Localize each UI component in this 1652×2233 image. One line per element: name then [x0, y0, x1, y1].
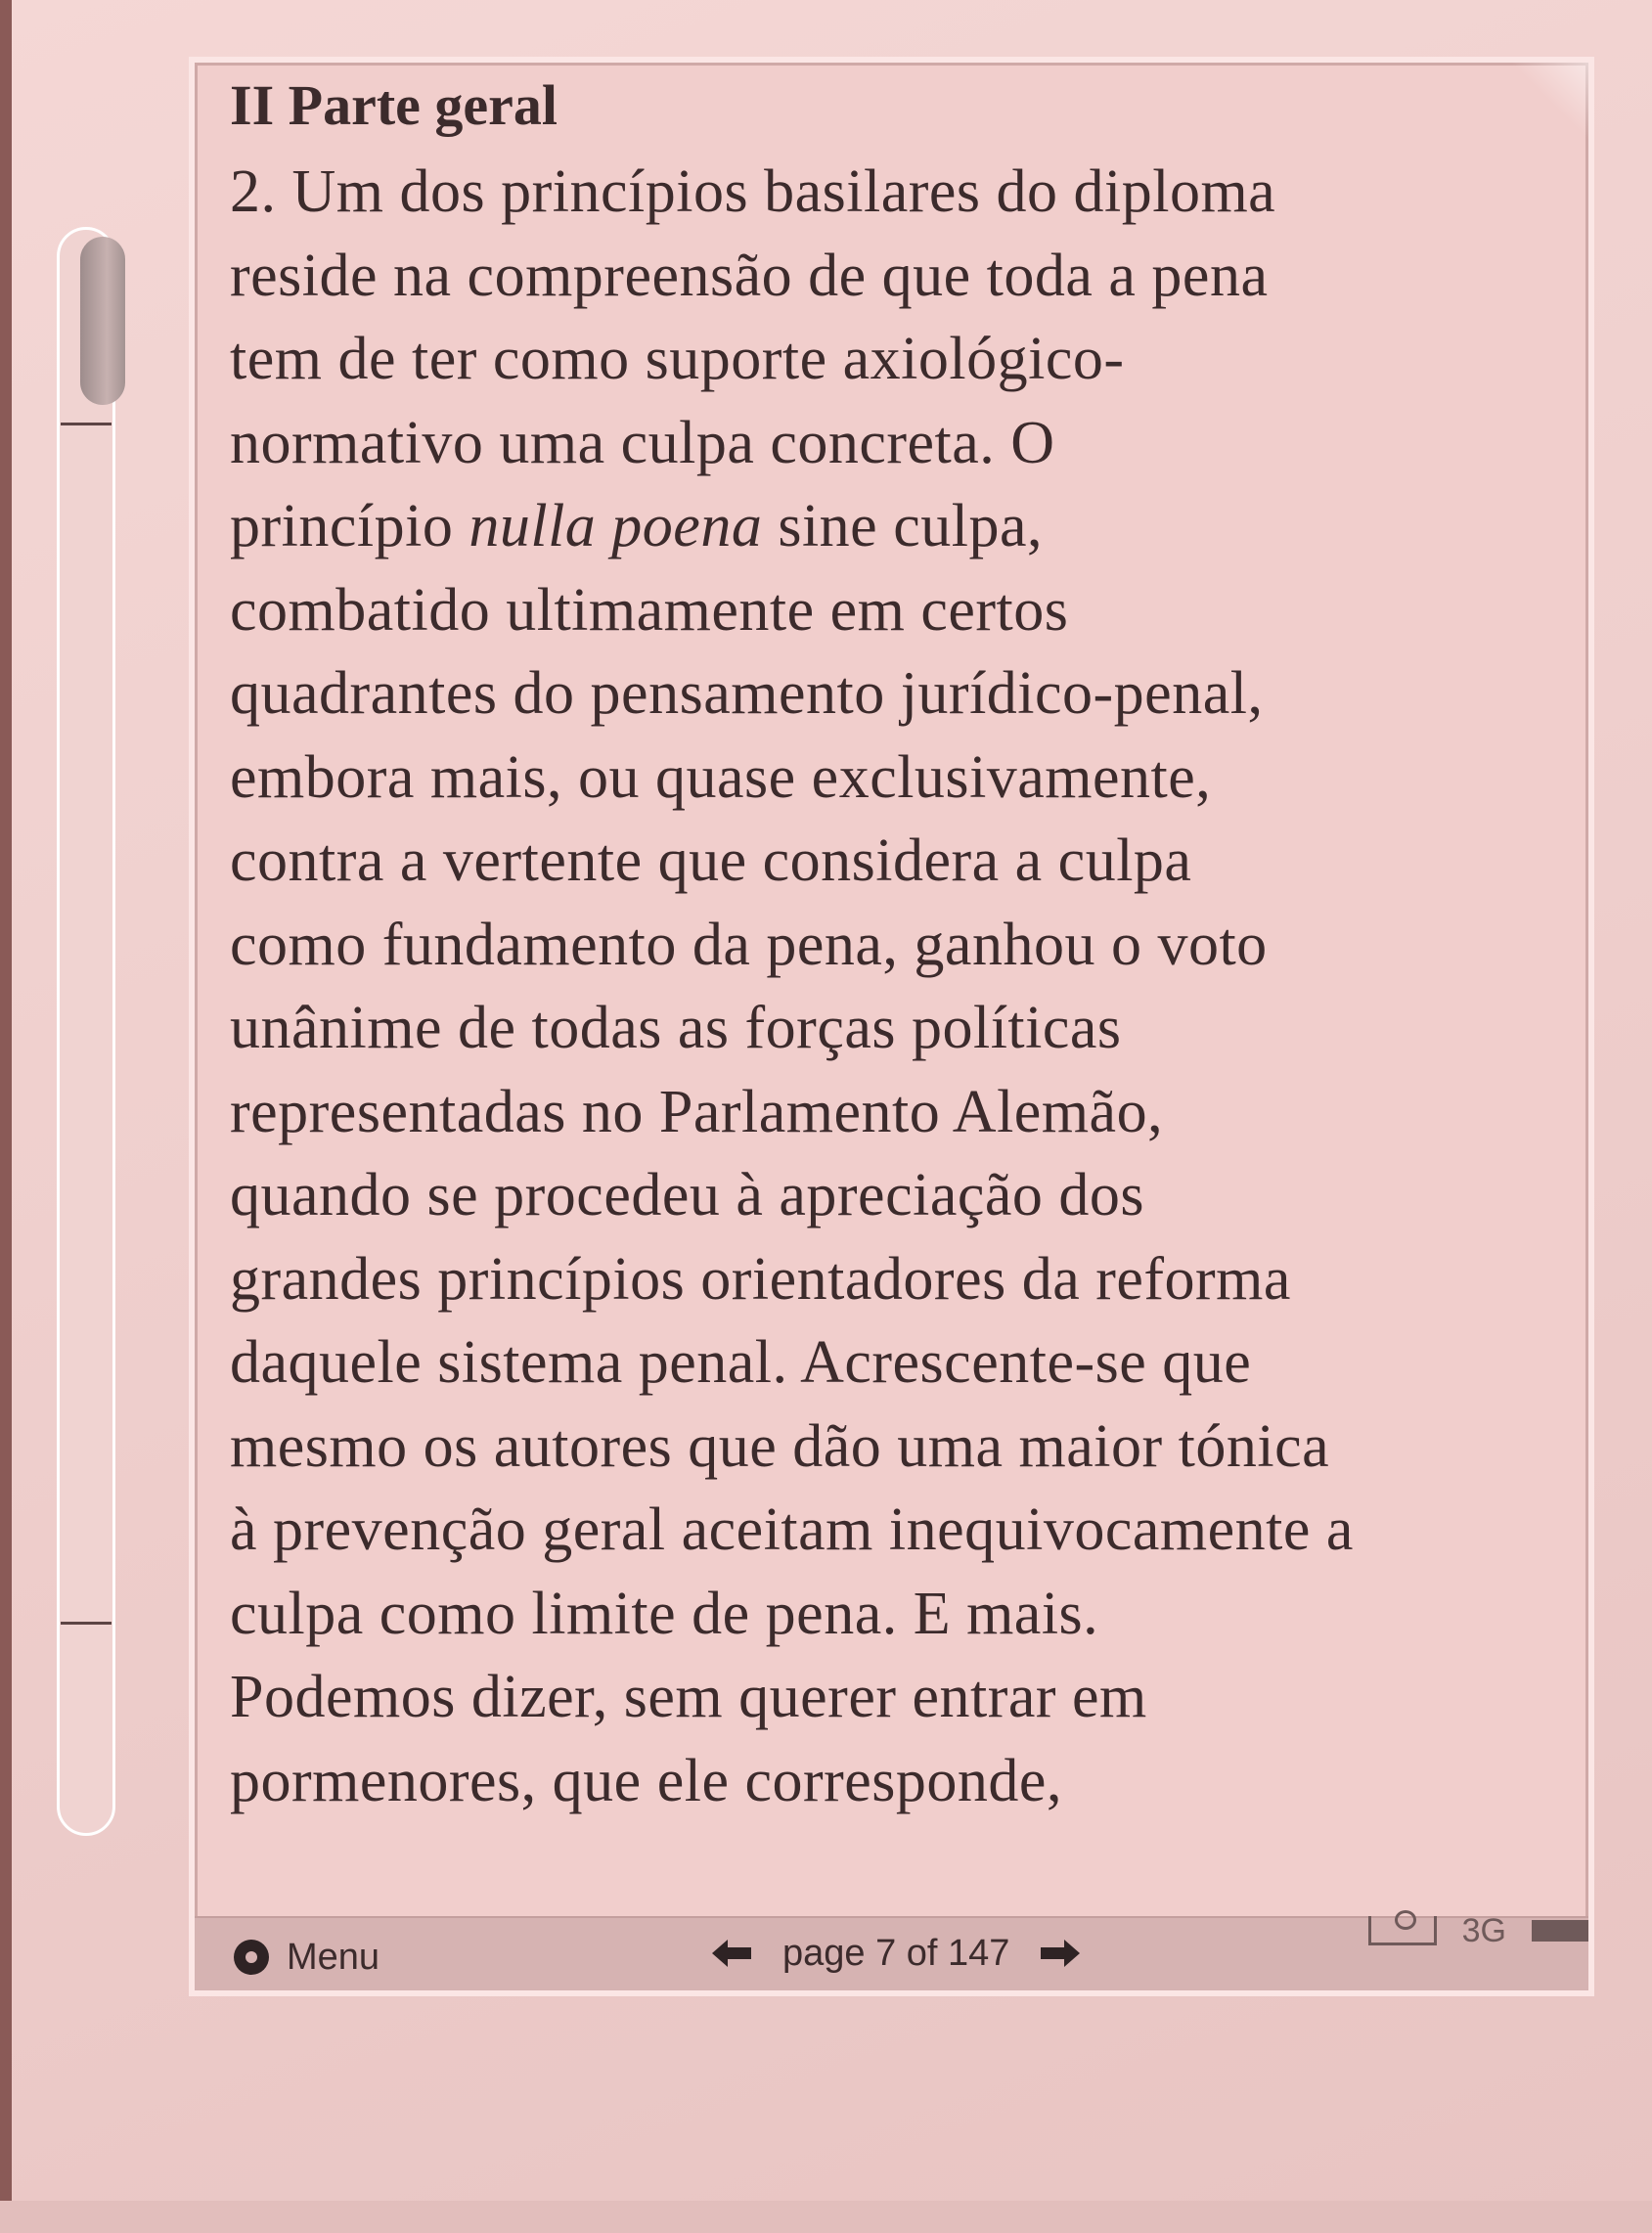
- network-indicator: 3G: [1461, 1911, 1506, 1949]
- scroll-divider: [61, 1622, 112, 1625]
- text-line: representadas no Parlamento Alemão,: [230, 1078, 1164, 1145]
- text-line: normativo uma culpa concreta. O: [230, 409, 1055, 476]
- text-line: pormenores, que ele corresponde,: [230, 1747, 1062, 1814]
- page-content: [230, 63, 1580, 1823]
- sync-icon: [1368, 1916, 1437, 1945]
- scroll-rail[interactable]: [57, 227, 115, 1836]
- text-line: mesmo os autores que dão uma maior tónica: [230, 1412, 1330, 1480]
- page-navigation: [710, 1926, 1082, 1981]
- text-line: grandes princípios orientadores da reforma: [230, 1245, 1291, 1313]
- text-line: Podemos dizer, sem querer entrar em: [230, 1664, 1147, 1730]
- text-line: quadrantes do pensamento jurídico-penal,: [230, 660, 1264, 727]
- device-edge: [0, 0, 12, 2233]
- text-line: contra a vertente que considera a culpa: [230, 827, 1192, 894]
- text-line: como fundamento da pena, ganhou o voto: [230, 911, 1268, 978]
- page-indicator: page 7 of 147: [782, 1932, 1010, 1974]
- text-line: combatido ultimamente em certos: [230, 576, 1069, 644]
- status-icons: [1368, 1906, 1594, 1955]
- battery-icon: [1532, 1920, 1594, 1942]
- text-line: à prevenção geral aceitam inequivocamente a: [230, 1496, 1354, 1563]
- arrow-left-icon[interactable]: [710, 1936, 753, 1971]
- text-line: tem de ter como suporte axiológico-: [230, 326, 1125, 392]
- menu-circle-icon: [234, 1940, 269, 1975]
- text-line-italic: [230, 485, 1580, 569]
- text-line: embora mais, ou quase exclusivamente,: [230, 743, 1212, 811]
- device-bottom-edge: [0, 2201, 1652, 2233]
- text-line: reside na compreensão de que toda a pena: [230, 242, 1269, 309]
- section-heading: II Parte geral: [230, 73, 558, 137]
- text-line: 2. Um dos princípios basilares do diploma: [230, 158, 1276, 225]
- ereader-screen: [189, 57, 1594, 1996]
- scroll-divider: [61, 423, 112, 425]
- text-segment: princípio: [230, 493, 469, 559]
- text-line: unânime de todas as forças políticas: [230, 995, 1122, 1061]
- status-bar: [195, 1911, 1594, 1992]
- text-line: culpa como limite de pena. E mais.: [230, 1580, 1099, 1647]
- menu-label: Menu: [287, 1936, 380, 1978]
- italic-phrase: nulla poena: [469, 493, 763, 559]
- arrow-right-icon[interactable]: [1039, 1936, 1082, 1971]
- scroll-thumb[interactable]: [80, 237, 125, 405]
- text-segment: sine culpa,: [762, 493, 1043, 559]
- text-line: daquele sistema penal. Acrescente-se que: [230, 1329, 1252, 1396]
- text-line: quando se procedeu à apreciação dos: [230, 1162, 1144, 1228]
- menu-button[interactable]: [234, 1932, 380, 1983]
